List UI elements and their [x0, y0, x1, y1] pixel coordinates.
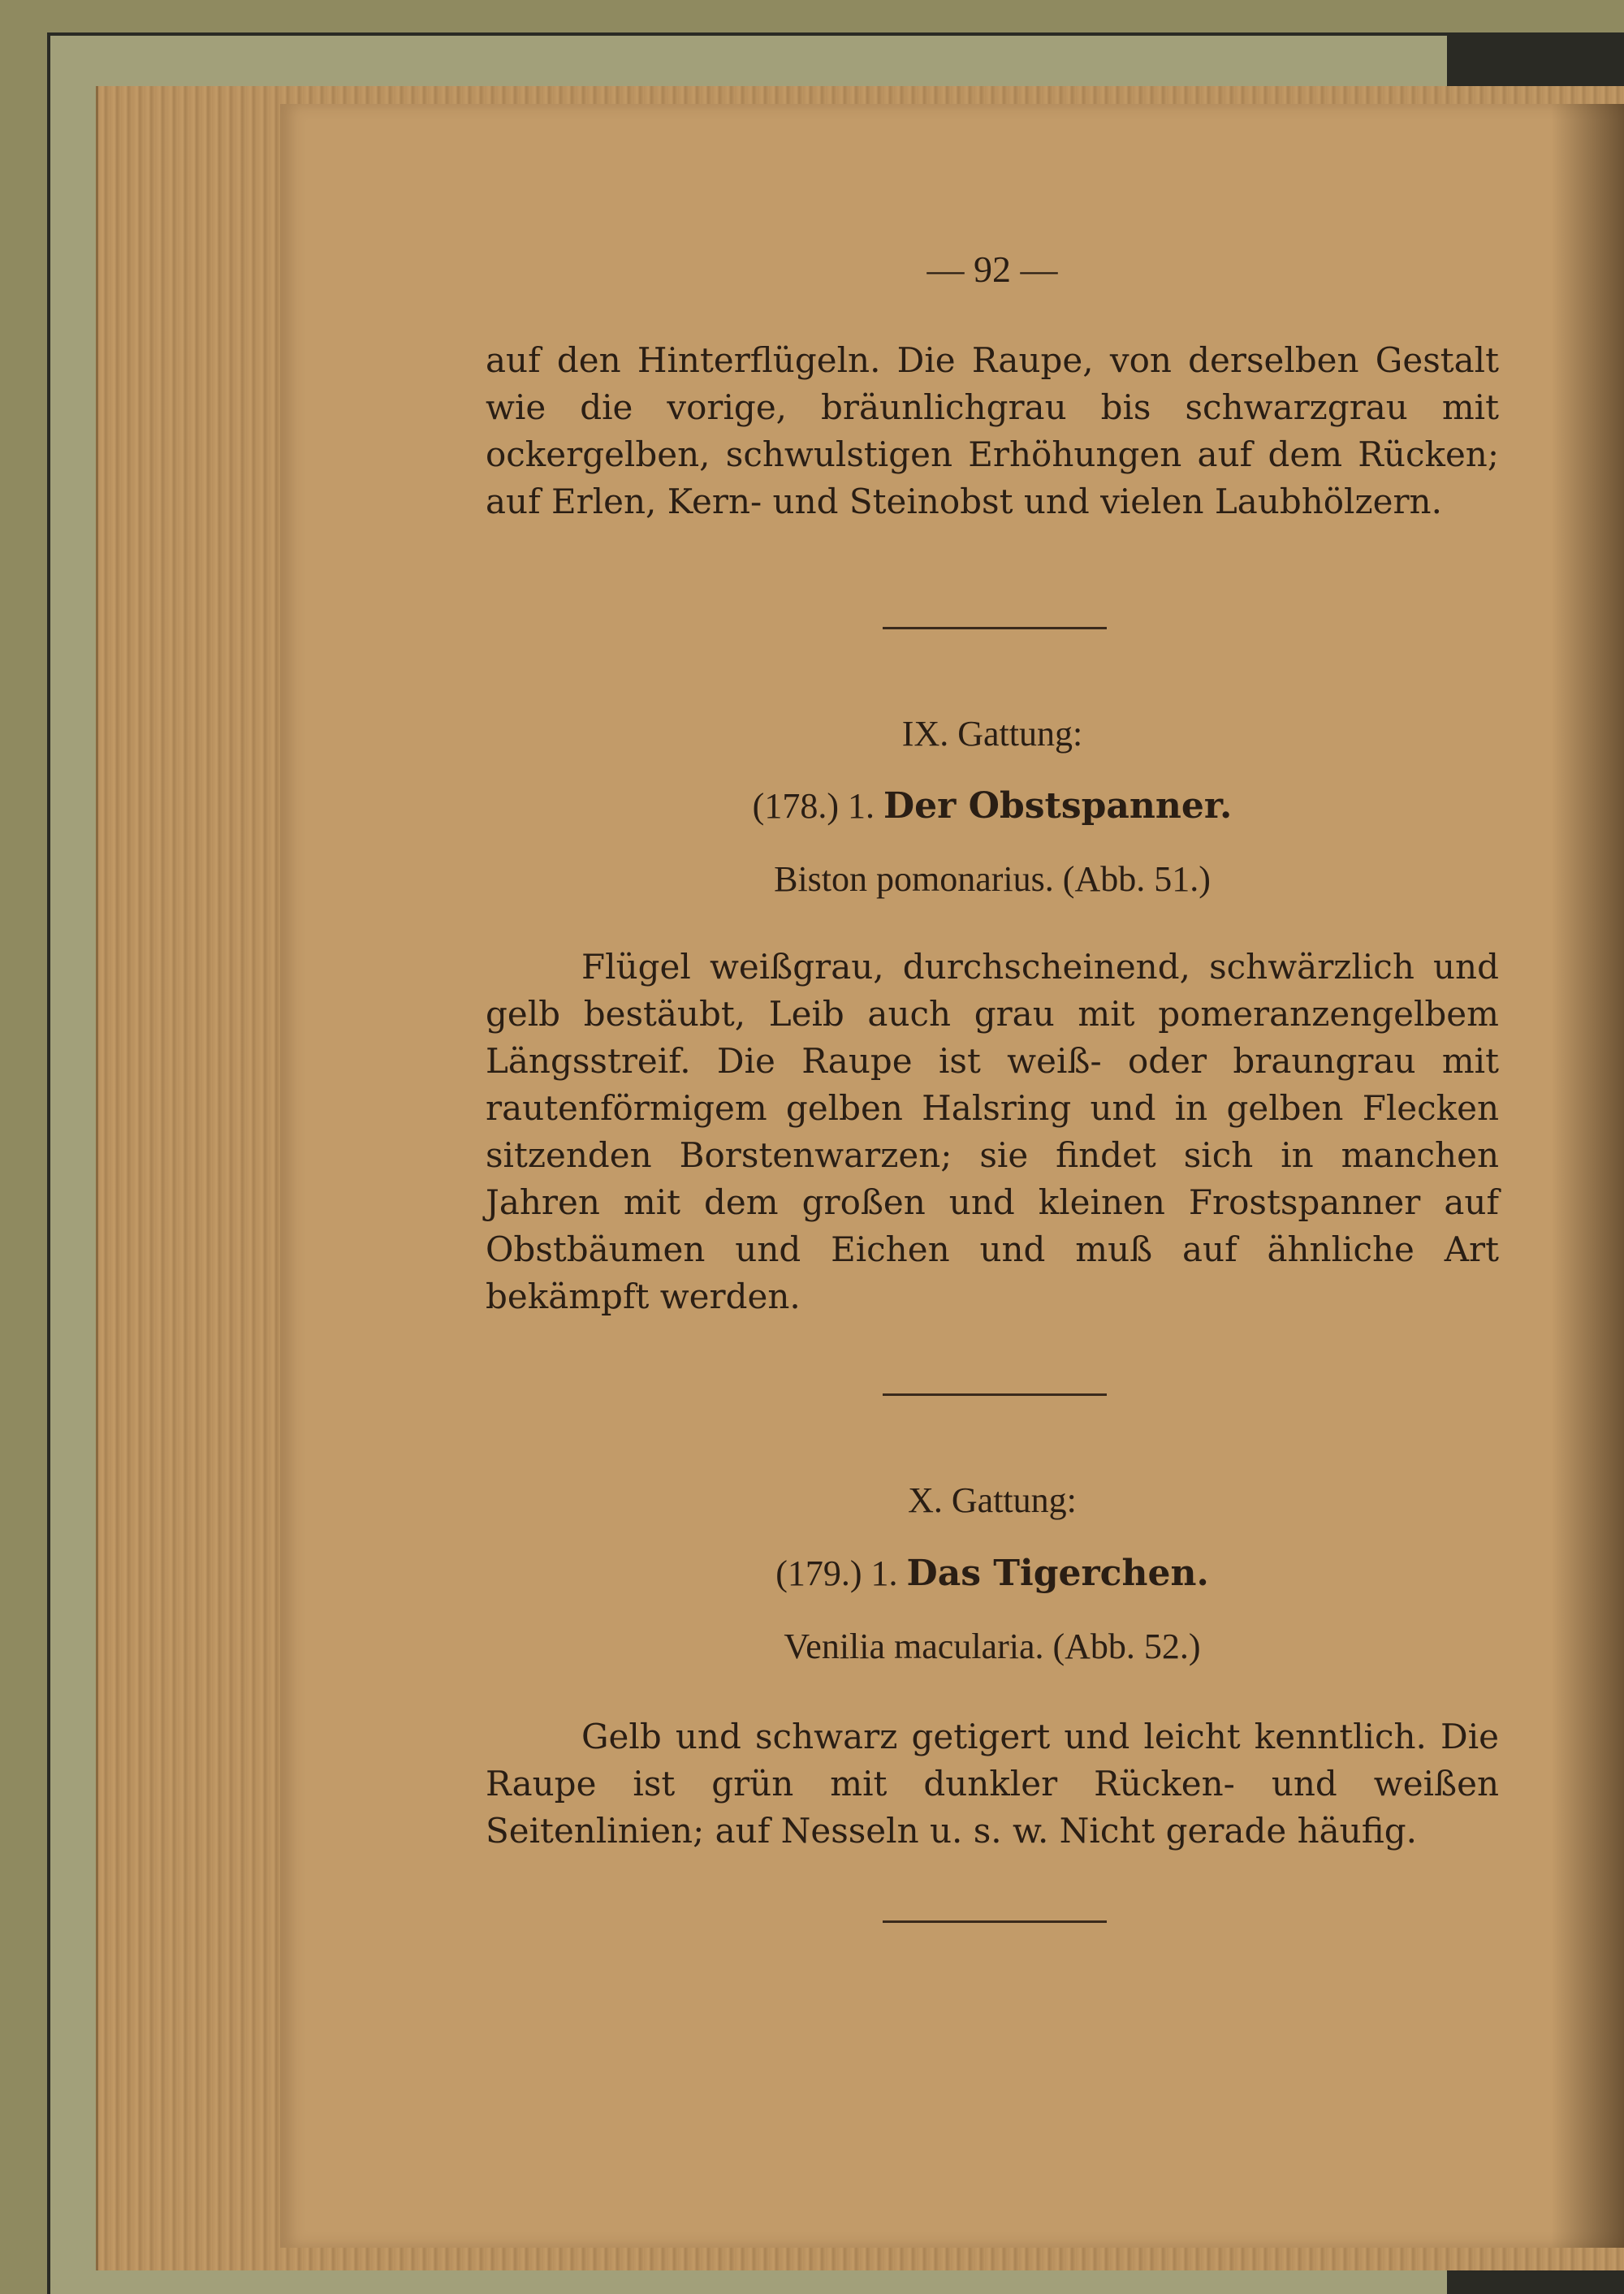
description-178: [486, 944, 1499, 1320]
description-text: Flügel weißgrau, durchscheinend, schwärzlich und gelb bestäubt, Leib auch grau mit pomeranzengelbem Längsstreif. Die Raupe ist weiß- oder braungrau mit rautenförmigem gelben Halsring und in gelben Flecken sitzenden Borstenwarzen; sie findet sich in manchen Jahren mit dem großen und kleinen Frostspanner auf Obstbäumen und Eichen und muß auf ähnliche Art bekämpft werden.: [486, 947, 1499, 1316]
species-number: (178.) 1.: [752, 786, 875, 826]
spine-shadow: [1551, 104, 1624, 2248]
section-divider: [883, 1920, 1107, 1923]
genus-heading-x: X. Gattung:: [908, 1480, 1077, 1520]
description-text: Gelb und schwarz getigert und leicht kenntlich. Die Raupe ist grün mit dunkler Rücken- und weißen Seitenlinien; auf Nesseln u. s. w. Nicht gerade häufig.: [486, 1717, 1499, 1851]
figure-reference: (Abb. 51.): [1062, 859, 1211, 899]
figure-reference: (Abb. 52.): [1052, 1627, 1201, 1666]
latin-name-line-178: [486, 858, 1499, 900]
paragraph-continuation: [486, 337, 1499, 525]
page-number: — 92 —: [926, 248, 1058, 290]
species-heading-178: [486, 785, 1499, 827]
species-heading-179: [486, 1553, 1499, 1594]
genus-heading-ix: IX. Gattung:: [901, 714, 1083, 754]
section-divider: [883, 627, 1107, 629]
species-name: Das Tigerchen.: [906, 1553, 1209, 1594]
section-divider: [883, 1393, 1107, 1396]
paragraph-text: auf den Hinterflügeln. Die Raupe, von derselben Gestalt wie die vorige, bräunlichgrau bis schwarzgrau mit ockergelben, schwulstigen Erhöhungen auf dem Rücken; auf Erlen, Kern- und Steinobst und vielen Laubhölzern.: [486, 340, 1499, 521]
species-number: (179.) 1.: [775, 1553, 898, 1593]
latin-name: Venilia macularia.: [784, 1627, 1044, 1666]
description-179: [486, 1713, 1499, 1855]
species-name: Der Obstspanner.: [883, 785, 1233, 827]
latin-name-line-179: [486, 1626, 1499, 1667]
latin-name: Biston pomonarius.: [774, 859, 1054, 899]
